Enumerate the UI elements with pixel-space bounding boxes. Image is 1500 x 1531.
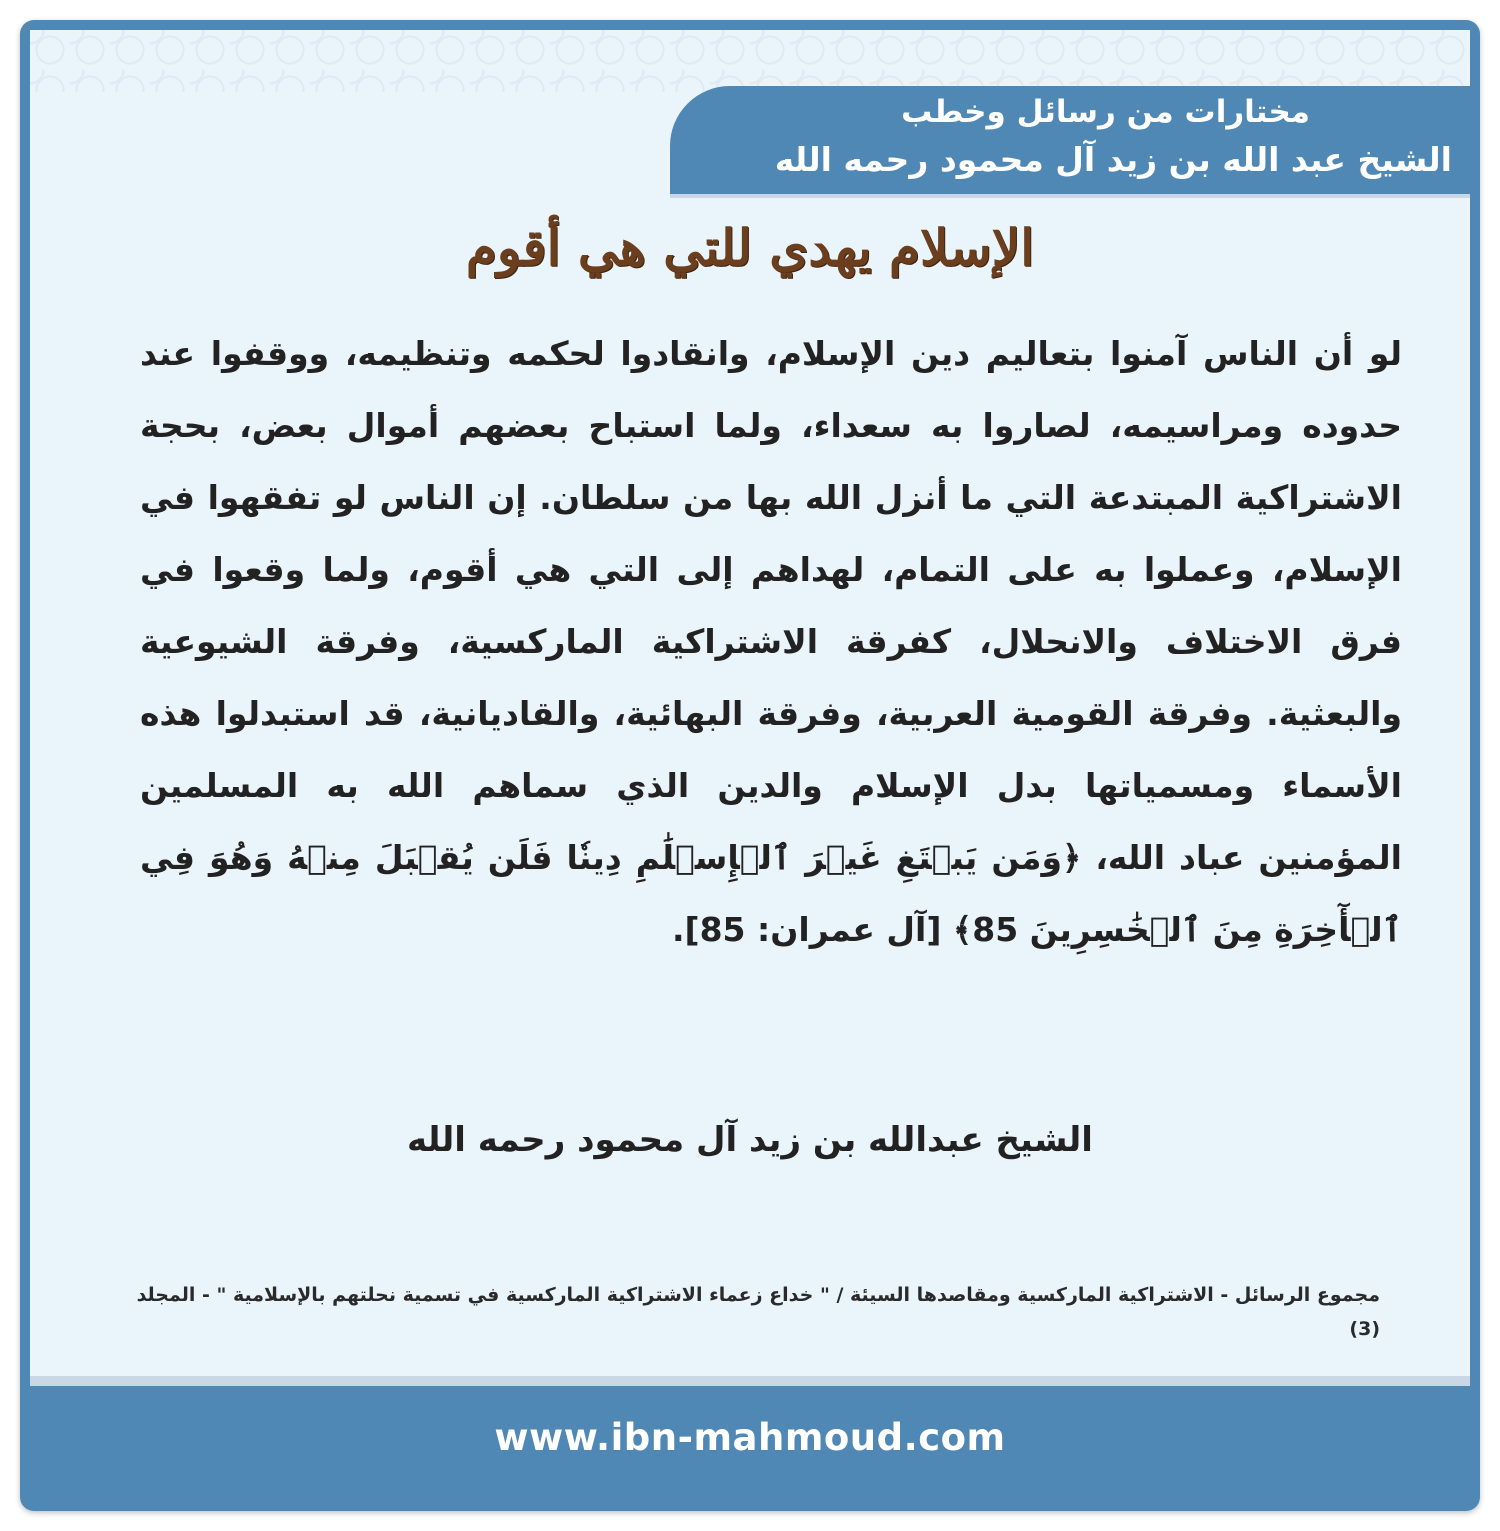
footer-divider	[30, 1376, 1470, 1386]
content-panel	[30, 30, 1470, 1386]
banner-author: الشيخ عبد الله بن زيد آل محمود رحمه الله	[774, 140, 1452, 179]
source-reference: مجموع الرسائل - الاشتراكية الماركسية ومقاصدها السيئة / " خداع زعماء الاشتراكية الماركسية في تسمية نحلتهم بالإسلامية " - المجلد (3)	[136, 1284, 1380, 1340]
article-body: لو أن الناس آمنوا بتعاليم دين الإسلام، وانقادوا لحكمه وتنظيمه، ووقفوا عند حدوده ومراسيمه، لصاروا به سعداء، ولما استباح بعضهم أموال بعض، بحجة الاشتراكية المبتدعة التي ما أنزل الله بها من سلطان. إن الناس لو تفقهوا في الإسلام، وعملوا به على التمام، لهداهم إلى التي هي أقوم، ولما وقعوا في فرق الاختلاف والانحلال، كفرقة الاشتراكية الماركسية، وفرقة الشيوعية والبعثية. وفرقة القومية العربية، وفرقة البهائية، والقاديانية، قد استبدلوا هذه الأسماء ومسمياتها بدل الإسلام والدين الذي سماهم الله به المسلمين المؤمنين عباد الله، ﴿وَمَن يَبۡتَغِ غَيۡرَ ٱلۡإِسۡلَٰمِ دِينٗا فَلَن يُقۡبَلَ مِنۡهُ وَهُوَ فِي ٱلۡأٓخِرَةِ مِنَ ٱلۡخَٰسِرِينَ 85﴾ [آل عمران: 85].	[140, 334, 1402, 949]
author-signature: الشيخ عبدالله بن زيد آل محمود رحمه الله	[407, 1120, 1093, 1160]
website-link[interactable]: www.ibn-mahmoud.com	[494, 1416, 1006, 1459]
card-frame	[20, 20, 1480, 1511]
header-banner	[670, 86, 1470, 198]
decorative-pattern	[30, 30, 1470, 92]
page-title: الإسلام يهدي للتي هي أقوم	[465, 218, 1035, 277]
banner-subtitle: مختارات من رسائل وخطب	[901, 94, 1310, 130]
